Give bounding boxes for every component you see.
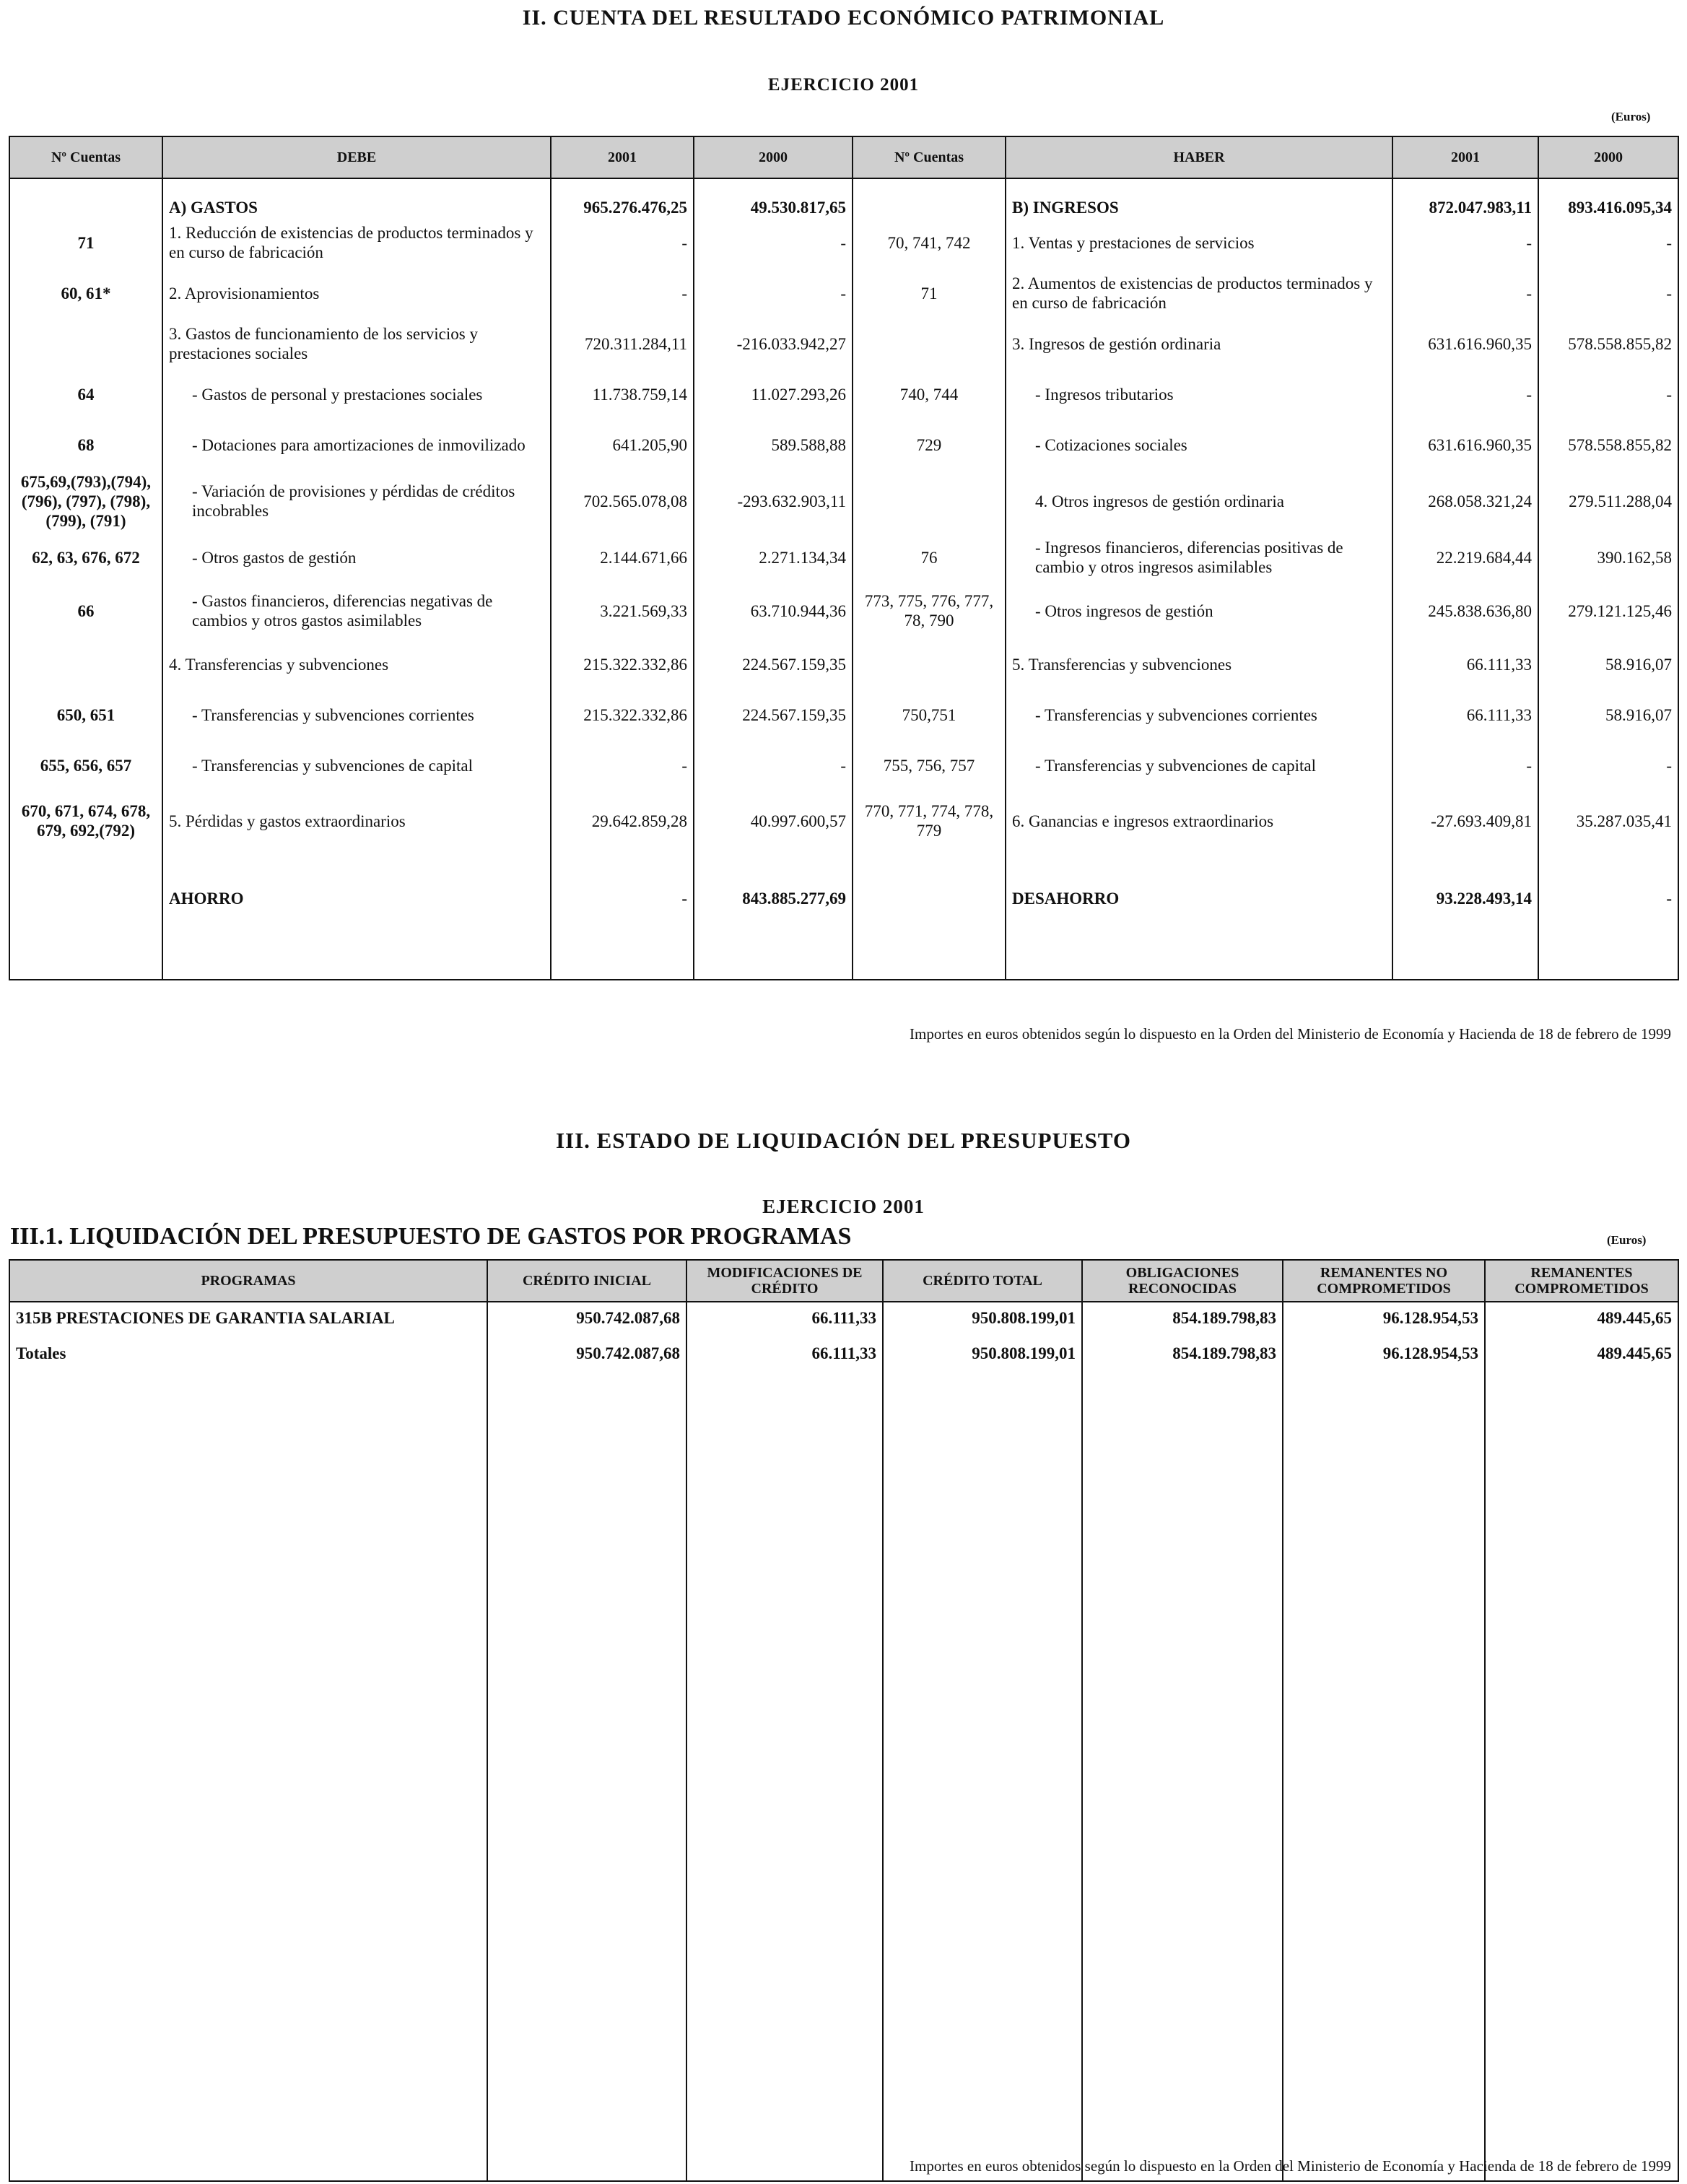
cell-remanentes-comp: 489.445,65 — [1485, 1338, 1678, 1374]
cell-cuentas-haber — [853, 470, 1006, 532]
table-row — [9, 740, 1678, 791]
cell-haber-2001: -27.693.409,81 — [1392, 791, 1538, 851]
header-remanentes-comp: REMANENTES COMPROMETIDOS — [1485, 1260, 1678, 1302]
cell-haber-2000: 279.121.125,46 — [1538, 583, 1678, 639]
cell-credito-total: 950.808.199,01 — [883, 1302, 1082, 1338]
cell-credito-inicial: 950.742.087,68 — [487, 1302, 686, 1338]
cell-haber-2000: - — [1538, 740, 1678, 791]
empty-cell — [9, 1374, 487, 2181]
empty-cell — [162, 945, 551, 980]
cell-debe-concepto: - Transferencias y subvenciones de capital — [162, 740, 551, 791]
cell-haber-concepto: 1. Ventas y prestaciones de servicios — [1006, 217, 1392, 268]
cell-debe-2000: 2.271.134,34 — [694, 532, 853, 583]
empty-cell — [883, 1374, 1082, 2181]
table-spacer — [9, 1374, 1678, 2181]
cell-debe-concepto: - Gastos de personal y prestaciones sociales — [162, 369, 551, 419]
cell-haber-concepto: - Transferencias y subvenciones de capital — [1006, 740, 1392, 791]
cell-remanentes-no-comp: 96.128.954,53 — [1283, 1338, 1485, 1374]
cell-debe-2001: 215.322.332,86 — [551, 639, 694, 689]
header-remanentes-no-comp: REMANENTES NO COMPROMETIDOS — [1283, 1260, 1485, 1302]
cell-debe-2001: 215.322.332,86 — [551, 689, 694, 740]
header-credito-total: CRÉDITO TOTAL — [883, 1260, 1082, 1302]
cell-haber-2001: - — [1392, 369, 1538, 419]
cell-cuentas-debe: 650, 651 — [9, 689, 162, 740]
cell-debe-2001: 2.144.671,66 — [551, 532, 694, 583]
cell-debe-concepto: 2. Aprovisionamientos — [162, 268, 551, 318]
header-debe-2001: 2001 — [551, 136, 694, 178]
cell-remanentes-comp: 489.445,65 — [1485, 1302, 1678, 1338]
cell-cuentas-haber — [853, 318, 1006, 369]
cell-debe-2000: -293.632.903,11 — [694, 470, 853, 532]
cell-haber-2000: 578.558.855,82 — [1538, 318, 1678, 369]
cell-haber-2001: 872.047.983,11 — [1392, 178, 1538, 217]
cell-cuentas-debe — [9, 178, 162, 217]
cell-debe-2000: 224.567.159,35 — [694, 639, 853, 689]
cell-debe-concepto: AHORRO — [162, 851, 551, 945]
empty-cell — [1283, 1374, 1485, 2181]
header-cuentas-debe: Nº Cuentas — [9, 136, 162, 178]
cell-cuentas-debe — [9, 851, 162, 945]
cell-haber-2001: 631.616.960,35 — [1392, 318, 1538, 369]
section3-note: Importes en euros obtenidos según lo dispuesto en la Orden del Ministerio de Economía y Hacienda de 18 de febrero de 1999 — [910, 2157, 1671, 2175]
cell-cuentas-haber: 755, 756, 757 — [853, 740, 1006, 791]
table-row — [9, 1302, 1678, 1338]
cell-haber-2001: 66.111,33 — [1392, 639, 1538, 689]
section3-unit: (Euros) — [1607, 1233, 1647, 1247]
table-row — [9, 689, 1678, 740]
cell-haber-2000: 58.916,07 — [1538, 689, 1678, 740]
cell-debe-concepto: 5. Pérdidas y gastos extraordinarios — [162, 791, 551, 851]
header-haber: HABER — [1006, 136, 1392, 178]
empty-cell — [1392, 945, 1538, 980]
header-cuentas-haber: Nº Cuentas — [853, 136, 1006, 178]
cell-haber-2001: - — [1392, 740, 1538, 791]
table-row — [9, 639, 1678, 689]
cell-debe-2000: 40.997.600,57 — [694, 791, 853, 851]
liquidacion-table — [9, 1259, 1679, 2182]
cell-programa: Totales — [9, 1338, 487, 1374]
section2-header-row — [9, 136, 1678, 178]
cell-debe-2000: 589.588,88 — [694, 419, 853, 470]
cell-haber-concepto: - Otros ingresos de gestión — [1006, 583, 1392, 639]
table-row — [9, 318, 1678, 369]
cell-haber-concepto: 3. Ingresos de gestión ordinaria — [1006, 318, 1392, 369]
cell-haber-concepto: 5. Transferencias y subvenciones — [1006, 639, 1392, 689]
table-row — [9, 851, 1678, 945]
cell-cuentas-haber — [853, 178, 1006, 217]
cell-haber-2000: 58.916,07 — [1538, 639, 1678, 689]
cell-haber-2001: - — [1392, 268, 1538, 318]
header-programas: PROGRAMAS — [9, 1260, 487, 1302]
cell-haber-concepto: DESAHORRO — [1006, 851, 1392, 945]
cell-cuentas-haber — [853, 639, 1006, 689]
cell-debe-concepto: - Otros gastos de gestión — [162, 532, 551, 583]
empty-cell — [694, 945, 853, 980]
cuenta-resultado-table — [9, 136, 1679, 980]
cell-haber-concepto: - Transferencias y subvenciones corrientes — [1006, 689, 1392, 740]
cell-haber-2001: 631.616.960,35 — [1392, 419, 1538, 470]
cell-cuentas-debe: 655, 656, 657 — [9, 740, 162, 791]
cell-cuentas-debe: 62, 63, 676, 672 — [9, 532, 162, 583]
cell-debe-concepto: 3. Gastos de funcionamiento de los servicios y prestaciones sociales — [162, 318, 551, 369]
cell-debe-2000: - — [694, 740, 853, 791]
cell-haber-2000: 578.558.855,82 — [1538, 419, 1678, 470]
header-debe: DEBE — [162, 136, 551, 178]
cell-cuentas-haber: 770, 771, 774, 778, 779 — [853, 791, 1006, 851]
cell-debe-2001: - — [551, 268, 694, 318]
cell-debe-concepto: 4. Transferencias y subvenciones — [162, 639, 551, 689]
cell-debe-concepto: A) GASTOS — [162, 178, 551, 217]
cell-cuentas-debe: 64 — [9, 369, 162, 419]
empty-cell — [853, 945, 1006, 980]
section3-subtitle: III.1. LIQUIDACIÓN DEL PRESUPUESTO DE GASTOS POR PROGRAMAS — [10, 1223, 852, 1250]
section3-header-row — [9, 1260, 1678, 1302]
cell-cuentas-haber — [853, 851, 1006, 945]
cell-debe-2000: -216.033.942,27 — [694, 318, 853, 369]
empty-cell — [686, 1374, 883, 2181]
cell-cuentas-haber: 71 — [853, 268, 1006, 318]
section3-ejercicio: EJERCICIO 2001 — [762, 1196, 925, 1217]
cell-cuentas-debe: 60, 61* — [9, 268, 162, 318]
cell-haber-concepto: 2. Aumentos de existencias de productos terminados y en curso de fabricación — [1006, 268, 1392, 318]
cell-haber-2000: - — [1538, 851, 1678, 945]
section2-title: II. CUENTA DEL RESULTADO ECONÓMICO PATRIMONIAL — [522, 6, 1165, 30]
table-row — [9, 268, 1678, 318]
cell-haber-2000: 390.162,58 — [1538, 532, 1678, 583]
cell-debe-2000: - — [694, 268, 853, 318]
header-haber-2001: 2001 — [1392, 136, 1538, 178]
cell-cuentas-debe — [9, 318, 162, 369]
cell-cuentas-debe: 675,69,(793),(794), (796), (797), (798), (799), (791) — [9, 470, 162, 532]
empty-cell — [9, 945, 162, 980]
table-row — [9, 470, 1678, 532]
section3-title: III. ESTADO DE LIQUIDACIÓN DEL PRESUPUESTO — [555, 1128, 1132, 1153]
cell-haber-2000: 893.416.095,34 — [1538, 178, 1678, 217]
cell-haber-2000: - — [1538, 217, 1678, 268]
header-debe-2000: 2000 — [694, 136, 853, 178]
cell-obligaciones: 854.189.798,83 — [1082, 1338, 1283, 1374]
header-credito-inicial: CRÉDITO INICIAL — [487, 1260, 686, 1302]
cell-haber-2000: 35.287.035,41 — [1538, 791, 1678, 851]
cell-debe-2001: 29.642.859,28 — [551, 791, 694, 851]
cell-debe-2000: 63.710.944,36 — [694, 583, 853, 639]
table-row — [9, 178, 1678, 217]
empty-cell — [551, 945, 694, 980]
cell-haber-2001: 268.058.321,24 — [1392, 470, 1538, 532]
cell-debe-2000: 843.885.277,69 — [694, 851, 853, 945]
cell-debe-2001: 965.276.476,25 — [551, 178, 694, 217]
cell-cuentas-debe: 670, 671, 674, 678, 679, 692,(792) — [9, 791, 162, 851]
empty-cell — [1485, 1374, 1678, 2181]
cell-debe-2000: - — [694, 217, 853, 268]
cell-debe-2001: 702.565.078,08 — [551, 470, 694, 532]
cell-haber-concepto: - Cotizaciones sociales — [1006, 419, 1392, 470]
table-row — [9, 1338, 1678, 1374]
cell-haber-2000: 279.511.288,04 — [1538, 470, 1678, 532]
empty-cell — [1082, 1374, 1283, 2181]
cell-haber-concepto: - Ingresos tributarios — [1006, 369, 1392, 419]
table-row — [9, 532, 1678, 583]
cell-debe-concepto: - Dotaciones para amortizaciones de inmovilizado — [162, 419, 551, 470]
cell-haber-2001: - — [1392, 217, 1538, 268]
cell-cuentas-haber: 729 — [853, 419, 1006, 470]
cell-haber-2001: 245.838.636,80 — [1392, 583, 1538, 639]
empty-cell — [487, 1374, 686, 2181]
cell-debe-2000: 224.567.159,35 — [694, 689, 853, 740]
cell-cuentas-debe: 68 — [9, 419, 162, 470]
cell-debe-concepto: - Transferencias y subvenciones corrientes — [162, 689, 551, 740]
cell-cuentas-haber: 70, 741, 742 — [853, 217, 1006, 268]
empty-cell — [1006, 945, 1392, 980]
cell-haber-2001: 66.111,33 — [1392, 689, 1538, 740]
cell-cuentas-haber: 740, 744 — [853, 369, 1006, 419]
cell-haber-2000: - — [1538, 268, 1678, 318]
cell-remanentes-no-comp: 96.128.954,53 — [1283, 1302, 1485, 1338]
cell-cuentas-haber: 773, 775, 776, 777, 78, 790 — [853, 583, 1006, 639]
cell-haber-concepto: 4. Otros ingresos de gestión ordinaria — [1006, 470, 1392, 532]
cell-debe-concepto: - Gastos financieros, diferencias negativas de cambios y otros gastos asimilables — [162, 583, 551, 639]
cell-debe-2001: 11.738.759,14 — [551, 369, 694, 419]
cell-programa: 315B PRESTACIONES DE GARANTIA SALARIAL — [9, 1302, 487, 1338]
table-row — [9, 369, 1678, 419]
cell-credito-total: 950.808.199,01 — [883, 1338, 1082, 1374]
cell-debe-concepto: - Variación de provisiones y pérdidas de créditos incobrables — [162, 470, 551, 532]
cell-haber-concepto: 6. Ganancias e ingresos extraordinarios — [1006, 791, 1392, 851]
cell-debe-2000: 49.530.817,65 — [694, 178, 853, 217]
cell-credito-inicial: 950.742.087,68 — [487, 1338, 686, 1374]
cell-debe-2001: 3.221.569,33 — [551, 583, 694, 639]
table-spacer — [9, 945, 1678, 980]
cell-debe-concepto: 1. Reducción de existencias de productos terminados y en curso de fabricación — [162, 217, 551, 268]
cell-haber-2001: 22.219.684,44 — [1392, 532, 1538, 583]
cell-obligaciones: 854.189.798,83 — [1082, 1302, 1283, 1338]
cell-cuentas-haber: 76 — [853, 532, 1006, 583]
cell-debe-2000: 11.027.293,26 — [694, 369, 853, 419]
cell-cuentas-debe — [9, 639, 162, 689]
cell-debe-2001: - — [551, 217, 694, 268]
cell-haber-concepto: - Ingresos financieros, diferencias positivas de cambio y otros ingresos asimilables — [1006, 532, 1392, 583]
cell-cuentas-haber: 750,751 — [853, 689, 1006, 740]
section2-ejercicio: EJERCICIO 2001 — [767, 75, 920, 95]
table-row — [9, 583, 1678, 639]
section2-unit: (Euros) — [1611, 110, 1651, 123]
cell-debe-2001: 641.205,90 — [551, 419, 694, 470]
empty-cell — [1538, 945, 1678, 980]
table-row — [9, 791, 1678, 851]
table-row — [9, 419, 1678, 470]
cell-haber-2001: 93.228.493,14 — [1392, 851, 1538, 945]
header-obligaciones: OBLIGACIONES RECONOCIDAS — [1082, 1260, 1283, 1302]
cell-debe-2001: 720.311.284,11 — [551, 318, 694, 369]
cell-haber-2000: - — [1538, 369, 1678, 419]
section2-note: Importes en euros obtenidos según lo dispuesto en la Orden del Ministerio de Economía y Hacienda de 18 de febrero de 1999 — [910, 1025, 1671, 1043]
cell-haber-concepto: B) INGRESOS — [1006, 178, 1392, 217]
cell-modificaciones: 66.111,33 — [686, 1302, 883, 1338]
header-haber-2000: 2000 — [1538, 136, 1678, 178]
cell-cuentas-debe: 66 — [9, 583, 162, 639]
header-modificaciones: MODIFICACIONES DE CRÉDITO — [686, 1260, 883, 1302]
cell-debe-2001: - — [551, 851, 694, 945]
table-row — [9, 217, 1678, 268]
cell-cuentas-debe: 71 — [9, 217, 162, 268]
cell-modificaciones: 66.111,33 — [686, 1338, 883, 1374]
cell-debe-2001: - — [551, 740, 694, 791]
